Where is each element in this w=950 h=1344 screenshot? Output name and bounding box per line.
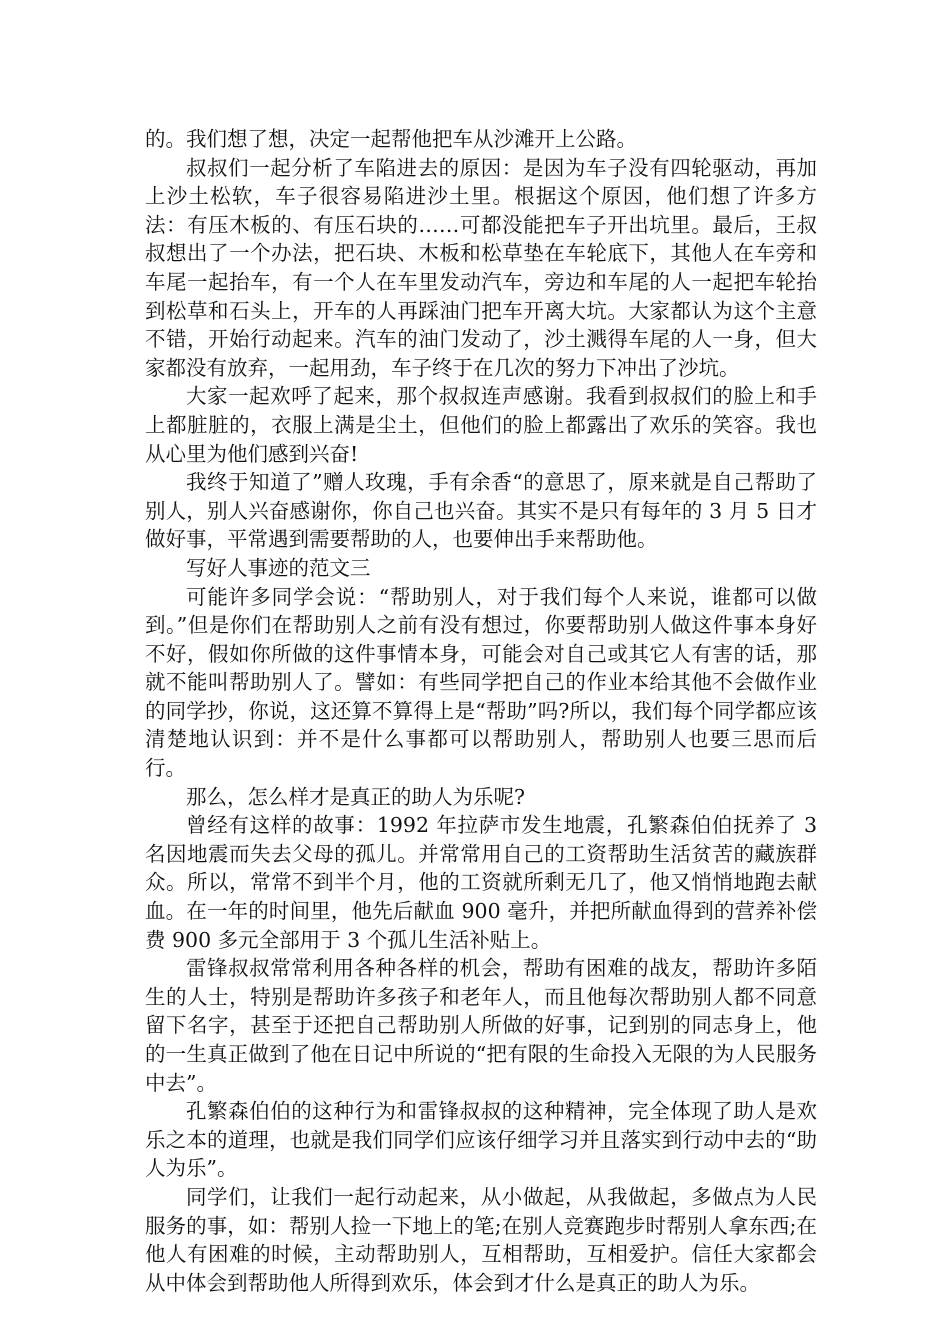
paragraph-spirit: 孔繁森伯伯的这种行为和雷锋叔叔的这种精神，完全体现了助人是欢乐之本的道理，也就是我们同学们应该仔细学习并且落实到行动中去的“助人为乐”。 <box>145 1099 817 1181</box>
paragraph-question: 那么，怎么样才是真正的助人为乐呢? <box>186 784 525 809</box>
paragraph-call-to-action: 同学们，让我们一起行动起来，从小做起，从我做起，多做点为人民服务的事，如：帮别人捡一下地上的笔;在别人竞赛跑步时帮别人拿东西;在他人有困难的时候，主动帮助别人，互相帮助，互相爱护。信任大家都会从中体会到帮助他人所得到欢乐，体会到才什么是真正的助人为乐。 <box>145 1184 817 1295</box>
paragraph-realization: 我终于知道了”赠人玫瑰，手有余香“的意思了，原来就是自己帮助了别人，别人兴奋感谢你，你自己也兴奋。其实不是只有每年的 3 月 5 日才做好事，平常遇到需要帮助的人，也要伸出手来帮助他。 <box>145 470 817 552</box>
document-body <box>145 125 817 1297</box>
section-heading: 写好人事迹的范文三 <box>186 555 371 580</box>
paragraph-helping-others: 可能许多同学会说：“帮助别人，对于我们每个人来说，谁都可以做到。”但是你们在帮助别人之前有没有想过，你要帮助别人做这件事本身好不好，假如你所做的这件事情本身，可能会对自己或其它人有害的话，那就不能叫帮助别人了。譬如：有些同学把自己的作业本给其他不会做作业的同学抄，你说，这还算不算得上是“帮助”吗?所以，我们每个同学都应该清楚地认识到：并不是什么事都可以帮助别人，帮助别人也要三思而后行。 <box>145 584 817 781</box>
paragraph-car-analysis: 叔叔们一起分析了车陷进去的原因：是因为车子没有四轮驱动，再加上沙土松软，车子很容易陷进沙土里。根据这个原因，他们想了许多方法：有压木板的、有压石块的……可都没能把车子开出坑里。最后，王叔叔想出了一个办法，把石块、木板和松草垫在车轮底下，其他人在车旁和车尾一起抬车，有一个人在车里发动汽车，旁边和车尾的人一起把车轮抬到松草和石头上，开车的人再踩油门把车开离大坑。大家都认为这个主意不错，开始行动起来。汽车的油门发动了，沙土溅得车尾的人一身，但大家都没有放弃，一起用劲，车子终于在几次的努力下冲出了沙坑。 <box>145 155 817 380</box>
paragraph-lei-feng: 雷锋叔叔常常利用各种各样的机会，帮助有困难的战友，帮助许多陌生的人士，特别是帮助许多孩子和老年人，而且他每次帮助别人都不同意留下名字，甚至于还把自己帮助别人所做的好事，记到别的同志身上，他的一生真正做到了他在日记中所说的“把有限的生命投入无限的为人民服务中去”。 <box>145 956 817 1095</box>
paragraph-kong-fansen: 曾经有这样的故事：1992 年拉萨市发生地震，孔繁森伯伯抚养了 3 名因地震而失去父母的孤儿。并常常用自己的工资帮助生活贫苦的藏族群众。所以，常常不到半个月，他的工资就所剩无几了，他又悄悄地跑去献血。在一年的时间里，他先后献血 900 毫升，并把所献血得到的营养补偿费 900 多元全部用于 3 个孤儿生活补贴上。 <box>145 813 817 952</box>
paragraph-cheering: 大家一起欢呼了起来，那个叔叔连声感谢。我看到叔叔们的脸上和手上都脏脏的，衣服上满是尘土，但他们的脸上都露出了欢乐的笑容。我也从心里为他们感到兴奋! <box>145 384 817 466</box>
paragraph-continuation: 的。我们想了想，决定一起帮他把车从沙滩开上公路。 <box>145 127 637 151</box>
